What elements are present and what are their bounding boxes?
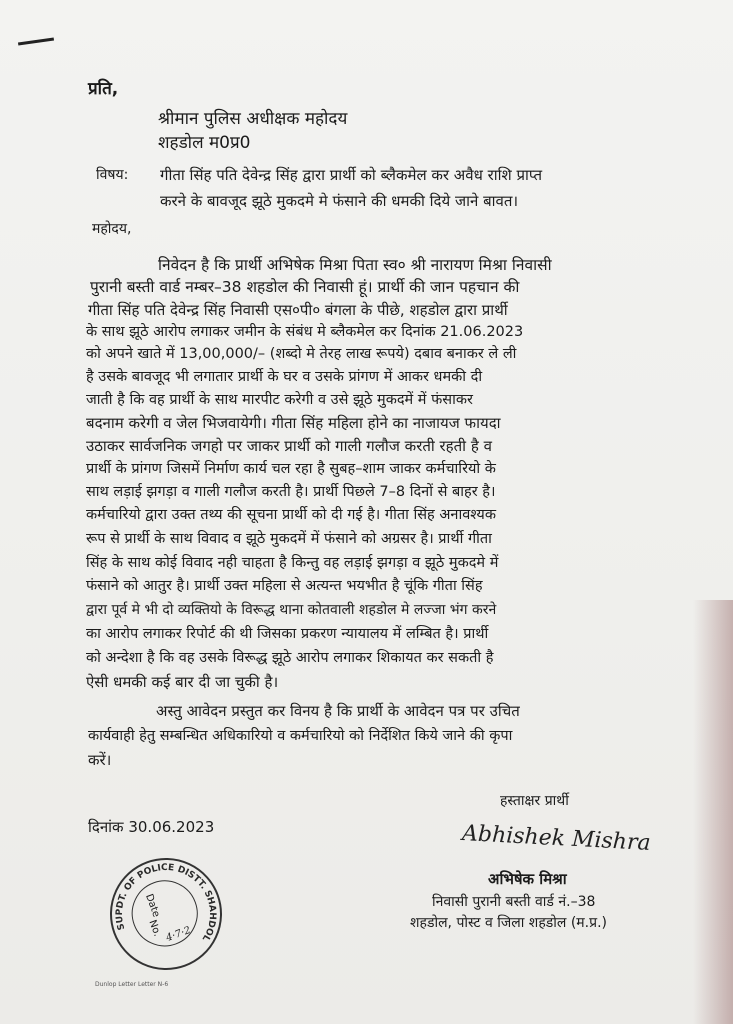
addressee-line-2: शहडोल म0प्र0: [158, 133, 251, 153]
body-line: द्वारा पूर्व मे भी दो व्यक्तियो के विरूद्ध थाना कोतवाली शहडोल मे लज्जा भंग करने: [86, 602, 497, 618]
body-line: है उसके बावजूद भी लगातार प्रार्थी के घर व उसके प्रांगण में आकर धमकी दी: [86, 369, 483, 385]
body-line: पुरानी बस्ती वार्ड नम्बर–38 शहडोल की निवासी हूं। प्रार्थी की जान पहचान की: [90, 278, 520, 296]
body-line: साथ लड़ाई झगड़ा व गाली गलौज करती है। प्रार्थी पिछले 7–8 दिनों से बाहर है।: [86, 484, 496, 500]
stamp-no-label: No.: [146, 918, 163, 938]
svg-text:SUPDT. OF POLICE DISTT. SHAHDO: SUPDT. OF POLICE DISTT. SHAHDOL: [114, 862, 218, 943]
page-edge-shadow: [693, 600, 733, 1024]
body-line: निवेदन है कि प्रार्थी अभिषेक मिश्रा पिता स्व० श्री नारायण मिश्रा निवासी: [158, 256, 552, 274]
signatory-address-2: शहडोल, पोस्ट व जिला शहडोल (म.प्र.): [410, 915, 607, 931]
body-line: बदनाम करेगी व जेल भिजवायेगी। गीता सिंह महिला होने का नाजायज फायदा: [86, 414, 501, 432]
signature-label: हस्ताक्षर प्रार्थी: [500, 793, 569, 809]
paper-brand-text: Dunlop Letter Letter N-6: [95, 981, 169, 988]
body-line: को अन्देशा है कि वह उसके विरूद्ध झूठे आरोप लगाकर शिकायत कर सकती है: [86, 650, 494, 666]
signatory-address-1: निवासी पुरानी बस्ती वार्ड नं.–38: [432, 894, 596, 910]
body-line: सिंह के साथ कोई विवाद नही चाहता है किन्तु वह लड़ाई झगड़ा व झूठे मुकदमे में: [86, 555, 499, 571]
pen-mark: [18, 38, 54, 46]
signatory-name: अभिषेक मिश्रा: [488, 870, 567, 888]
closing-line: करें।: [88, 751, 112, 769]
police-office-stamp: [94, 842, 238, 986]
subject-line-2: करने के बावजूद झूठे मुकदमे मे फंसाने की धमकी दिये जाने बावत।: [160, 192, 519, 210]
letter-date: दिनांक 30.06.2023: [88, 818, 215, 836]
salutation: महोदय,: [92, 221, 132, 237]
subject-line-1: गीता सिंह पति देवेन्द्र सिंह द्वारा प्रार्थी को ब्लैकमेल कर अवैध राशि प्राप्त: [160, 166, 543, 184]
subject-label: विषय:: [96, 167, 129, 183]
body-line: फंसाने को आतुर है। प्रार्थी उक्त महिला से अत्यन्त भयभीत है चूंकि गीता सिंह: [86, 578, 483, 594]
body-line: का आरोप लगाकर रिपोर्ट की थी जिसका प्रकरण न्यायालय में लम्बित है। प्रार्थी: [86, 626, 489, 642]
body-line: रूप से प्रार्थी के साथ विवाद व झूठे मुकदमें में फंसाने को अग्रसर है। प्रार्थी गीता: [86, 531, 492, 547]
handwritten-signature: Abhishek Mishra: [461, 821, 652, 856]
body-line: गीता सिंह पति देवेन्द्र सिंह निवासी एस०पी० बंगला के पीछे, शहडोल द्वारा प्रार्थी: [88, 301, 508, 319]
closing-line: कार्यवाही हेतु सम्बन्धित अधिकारियो व कर्मचारियो को निर्देशित किये जाने की कृपा: [88, 728, 513, 744]
body-line: प्रार्थी के प्रांगण जिसमें निर्माण कार्य चल रहा है सुबह–शाम जाकर कर्मचारियो के: [86, 461, 496, 477]
prati-label: प्रति,: [88, 79, 119, 99]
body-line: को अपने खाते में 13,00,000/– (शब्दो मे तेरह लाख रूपये) दबाव बनाकर ले ली: [86, 346, 517, 362]
addressee-line-1: श्रीमान पुलिस अधीक्षक महोदय: [158, 109, 348, 129]
stamp-handwritten-number: 4·7·2: [164, 924, 193, 944]
closing-line: अस्तु आवेदन प्रस्तुत कर विनय है कि प्रार्थी के आवेदन पत्र पर उचित: [156, 702, 520, 720]
stamp-date-label: Date: [143, 892, 162, 919]
body-line: जाती है कि वह प्रार्थी के साथ मारपीट करेगी व उसे झूठे मुकदमें में फंसाकर: [86, 392, 473, 408]
body-line: के साथ झूठे आरोप लगाकर जमीन के संबंध मे ब्लैकमेल कर दिनांक 21.06.2023: [86, 324, 524, 340]
body-line: उठाकर सार्वजनिक जगहो पर जाकर प्रार्थी को गाली गलौज करती रहती है व: [86, 437, 492, 455]
body-line: ऐसी धमकी कई बार दी जा चुकी है।: [86, 673, 279, 691]
body-line: कर्मचारियो द्वारा उक्त तथ्य की सूचना प्रार्थी को दी गई है। गीता सिंह अनावश्यक: [86, 507, 496, 523]
